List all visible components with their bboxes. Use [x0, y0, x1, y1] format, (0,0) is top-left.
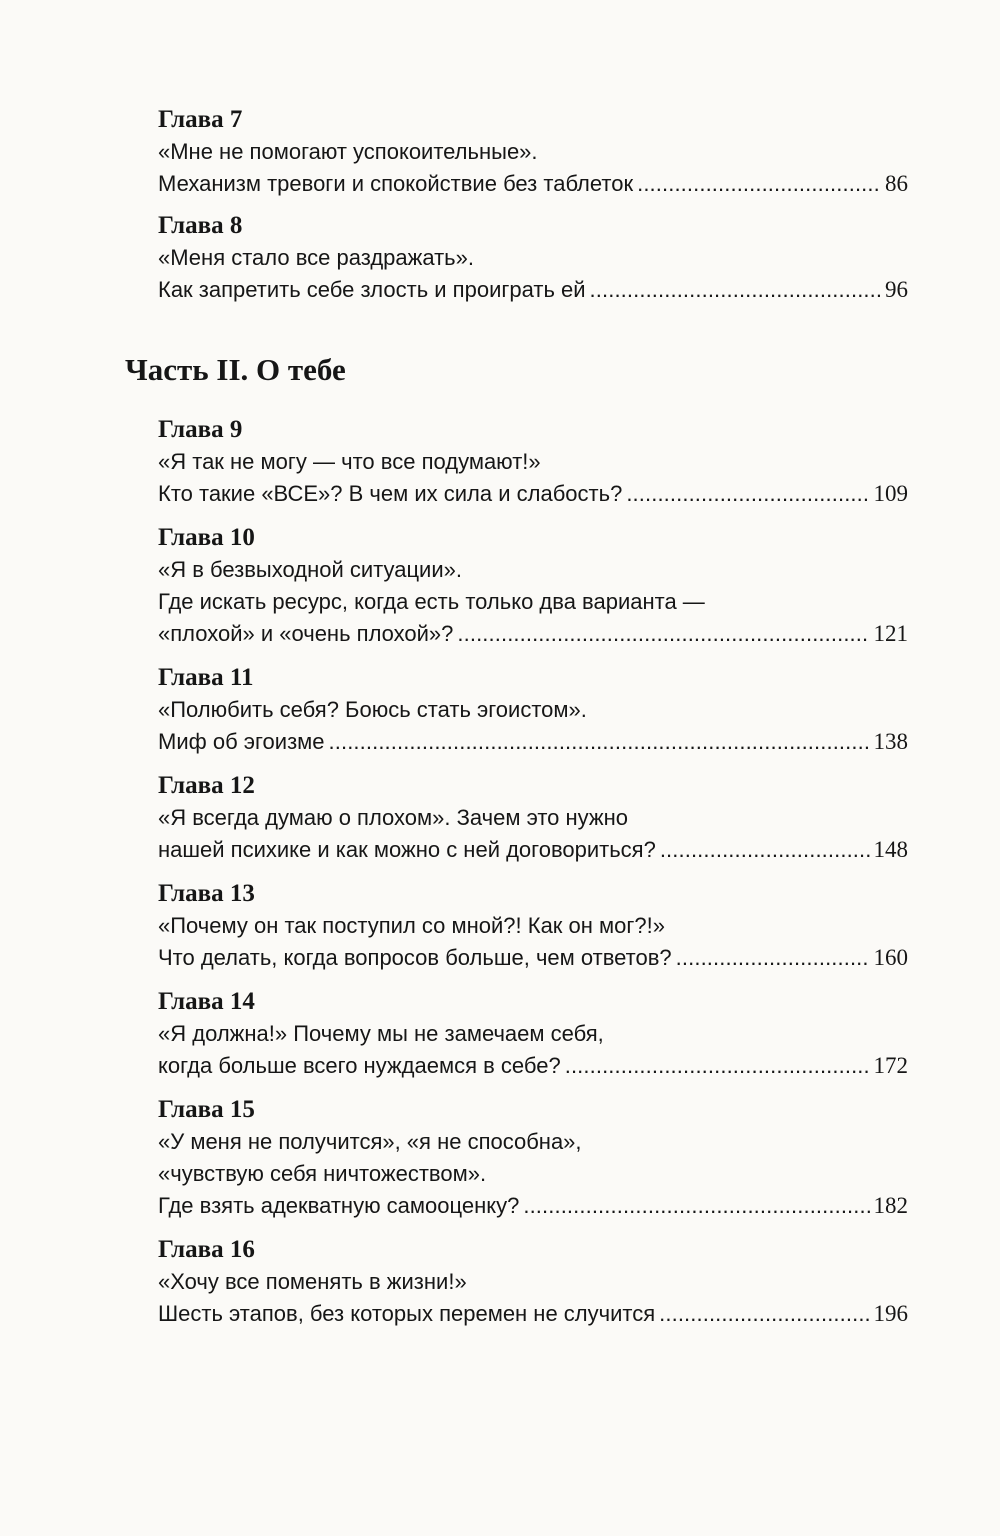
chapter-subtitle-line: «Почему он так поступил со мной?! Как он мог?!» — [158, 913, 666, 938]
chapter-subtitle-line: Механизм тревоги и спокойствие без таблеток — [158, 171, 634, 196]
chapter-subtitle-line: «Я должна!» Почему мы не замечаем себя, — [158, 1021, 604, 1046]
toc-leader-line — [158, 478, 908, 510]
chapter-heading: Глава 13 — [158, 880, 255, 907]
dot-leader — [637, 168, 881, 200]
chapter-subtitle-line: «Меня стало все раздражать». — [158, 245, 474, 270]
toc-entry — [158, 1234, 908, 1330]
chapter-subtitle-line: когда больше всего нуждаемся в себе? — [158, 1053, 561, 1078]
chapter-subtitle-line: «Полюбить себя? Боюсь стать эгоистом». — [158, 697, 587, 722]
page-number: 138 — [873, 729, 908, 754]
chapter-subtitle-line: Как запретить себе злость и проиграть ей — [158, 277, 586, 302]
page-number: 148 — [873, 837, 908, 862]
chapter-heading: Глава 14 — [158, 988, 255, 1015]
toc-leader-line — [158, 834, 908, 866]
chapter-subtitle-line: нашей психике и как можно с ней договориться? — [158, 837, 656, 862]
chapter-subtitle-line: «Я в безвыходной ситуации». — [158, 557, 462, 582]
chapter-subtitle-line: «Я всегда думаю о плохом». Зачем это нужно — [158, 805, 628, 830]
dot-leader — [523, 1190, 869, 1222]
chapter-subtitle-line: «Хочу все поменять в жизни!» — [158, 1269, 467, 1294]
dot-leader — [626, 478, 869, 510]
toc-entry — [158, 210, 908, 306]
toc-entry — [158, 104, 908, 200]
chapter-subtitle-line: «плохой» и «очень плохой»? — [158, 621, 454, 646]
chapter-heading: Глава 16 — [158, 1236, 255, 1263]
part-heading: Часть II. О тебе — [125, 352, 346, 387]
chapter-heading: Глава 15 — [158, 1096, 255, 1123]
toc-entry — [158, 1094, 908, 1222]
toc-entry — [158, 770, 908, 866]
dot-leader — [660, 834, 870, 866]
chapter-subtitle-line: «У меня не получится», «я не способна», — [158, 1129, 582, 1154]
chapter-heading: Глава 11 — [158, 664, 254, 691]
page-number: 121 — [873, 621, 908, 646]
chapter-heading: Глава 8 — [158, 212, 243, 239]
dot-leader — [457, 618, 869, 650]
toc-leader-line — [158, 168, 908, 200]
chapter-subtitle-line: «Я так не могу — что все подумают!» — [158, 449, 541, 474]
toc-entry — [158, 662, 908, 758]
chapter-subtitle-line: Шесть этапов, без которых перемен не случится — [158, 1301, 656, 1326]
toc-leader-line — [158, 1050, 908, 1082]
chapter-subtitle-line: «чувствую себя ничтожеством». — [158, 1161, 487, 1186]
chapter-subtitle-line: Где искать ресурс, когда есть только два варианта — — [158, 589, 705, 614]
dot-leader — [329, 726, 870, 758]
chapter-heading: Глава 7 — [158, 106, 243, 133]
page-number: 182 — [873, 1193, 908, 1218]
chapter-subtitle-line: Где взять адекватную самооценку? — [158, 1193, 520, 1218]
chapter-subtitle-line: Кто такие «ВСЕ»? В чем их сила и слабость? — [158, 481, 623, 506]
toc-entry — [158, 414, 908, 510]
page-number: 196 — [873, 1301, 908, 1326]
page-number: 86 — [885, 171, 908, 196]
chapter-heading: Глава 9 — [158, 416, 243, 443]
toc-leader-line — [158, 726, 908, 758]
page-number: 96 — [885, 277, 908, 302]
dot-leader — [590, 274, 881, 306]
toc-entry — [158, 986, 908, 1082]
toc-leader-line — [158, 1298, 908, 1330]
chapter-heading: Глава 10 — [158, 524, 255, 551]
toc-leader-line — [158, 1190, 908, 1222]
dot-leader — [676, 942, 870, 974]
page-number: 160 — [873, 945, 908, 970]
chapter-subtitle-line: «Мне не помогают успокоительные». — [158, 139, 538, 164]
toc-leader-line — [158, 618, 908, 650]
dot-leader — [565, 1050, 870, 1082]
toc-entry — [158, 878, 908, 974]
chapter-subtitle-line: Миф об эгоизме — [158, 729, 325, 754]
page-number: 109 — [873, 481, 908, 506]
dot-leader — [659, 1298, 869, 1330]
toc-entry — [158, 522, 908, 650]
toc-leader-line — [158, 274, 908, 306]
chapter-subtitle-line: Что делать, когда вопросов больше, чем ответов? — [158, 945, 672, 970]
toc-leader-line — [158, 942, 908, 974]
chapter-heading: Глава 12 — [158, 772, 255, 799]
page-number: 172 — [873, 1053, 908, 1078]
